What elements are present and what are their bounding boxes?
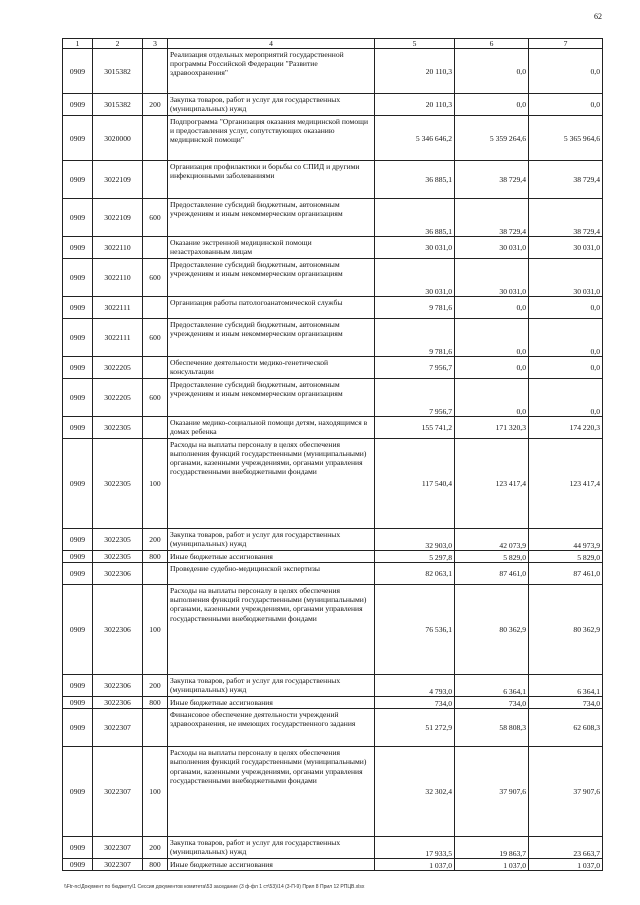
amount-2017-cell: 5 829,0 bbox=[529, 551, 603, 563]
target-code-cell: 3022307 bbox=[93, 709, 143, 747]
table-body bbox=[63, 49, 603, 871]
target-code-cell: 3022205 bbox=[93, 357, 143, 379]
amount-2017-cell: 87 461,0 bbox=[529, 563, 603, 585]
amount-2016-cell: 80 362,9 bbox=[455, 585, 529, 675]
section-code-cell: 0909 bbox=[63, 859, 93, 871]
amount-2017-cell: 174 220,3 bbox=[529, 417, 603, 439]
expense-type-cell: 600 bbox=[143, 259, 168, 297]
table-row bbox=[63, 551, 603, 563]
table-row bbox=[63, 747, 603, 837]
description-cell: Закупка товаров, работ и услуг для государственных (муниципальных) нужд bbox=[168, 837, 375, 859]
amount-2015-cell: 734,0 bbox=[375, 697, 455, 709]
page-number: 62 bbox=[594, 12, 602, 21]
table-row bbox=[63, 585, 603, 675]
section-code-cell: 0909 bbox=[63, 675, 93, 697]
target-code-cell: 3022205 bbox=[93, 379, 143, 417]
amount-2015-cell: 51 272,9 bbox=[375, 709, 455, 747]
description-cell: Иные бюджетные ассигнования bbox=[168, 859, 375, 871]
amount-2017-cell: 0,0 bbox=[529, 379, 603, 417]
amount-2016-cell: 0,0 bbox=[455, 357, 529, 379]
table-row bbox=[63, 161, 603, 199]
target-code-cell: 3022306 bbox=[93, 675, 143, 697]
section-code-cell: 0909 bbox=[63, 199, 93, 237]
target-code-cell: 3015382 bbox=[93, 94, 143, 116]
target-code-cell: 3022307 bbox=[93, 747, 143, 837]
description-cell: Предоставление субсидий бюджетным, автономным учреждениям и иным некоммерческим организациям bbox=[168, 259, 375, 297]
target-code-cell: 3022111 bbox=[93, 319, 143, 357]
amount-2016-cell: 38 729,4 bbox=[455, 199, 529, 237]
description-cell: Проведение судебно-медицинской экспертизы bbox=[168, 563, 375, 585]
amount-2017-cell: 30 031,0 bbox=[529, 237, 603, 259]
amount-2015-cell: 4 793,0 bbox=[375, 675, 455, 697]
expense-type-cell: 800 bbox=[143, 551, 168, 563]
amount-2016-cell: 5 359 264,6 bbox=[455, 116, 529, 161]
expense-type-cell bbox=[143, 49, 168, 94]
description-cell: Оказание экстренной медицинской помощи незастрахованным лицам bbox=[168, 237, 375, 259]
table-row bbox=[63, 417, 603, 439]
section-code-cell: 0909 bbox=[63, 439, 93, 529]
table-row bbox=[63, 675, 603, 697]
description-cell: Расходы на выплаты персоналу в целях обеспечения выполнения функций государственными (муниципальными) органами, казенными учреждениями, органами управления государственными внебюджетными фондами bbox=[168, 585, 375, 675]
section-code-cell: 0909 bbox=[63, 417, 93, 439]
amount-2015-cell: 155 741,2 bbox=[375, 417, 455, 439]
amount-2017-cell: 23 663,7 bbox=[529, 837, 603, 859]
amount-2016-cell: 87 461,0 bbox=[455, 563, 529, 585]
table-row bbox=[63, 357, 603, 379]
target-code-cell: 3022305 bbox=[93, 529, 143, 551]
column-header: 2 bbox=[93, 39, 143, 49]
description-cell: Организация работы патологоанатомической службы bbox=[168, 297, 375, 319]
expense-type-cell: 100 bbox=[143, 747, 168, 837]
description-cell: Оказание медико-социальной помощи детям, находящимся в домах ребенка bbox=[168, 417, 375, 439]
section-code-cell: 0909 bbox=[63, 529, 93, 551]
amount-2015-cell: 32 903,0 bbox=[375, 529, 455, 551]
table-row bbox=[63, 379, 603, 417]
amount-2016-cell: 30 031,0 bbox=[455, 237, 529, 259]
table-row bbox=[63, 199, 603, 237]
amount-2016-cell: 0,0 bbox=[455, 94, 529, 116]
amount-2016-cell: 123 417,4 bbox=[455, 439, 529, 529]
table-row bbox=[63, 49, 603, 94]
amount-2016-cell: 6 364,1 bbox=[455, 675, 529, 697]
expense-type-cell: 200 bbox=[143, 94, 168, 116]
description-cell: Организация профилактики и борьбы со СПИД и другими инфекционными заболеваниями bbox=[168, 161, 375, 199]
amount-2017-cell: 6 364,1 bbox=[529, 675, 603, 697]
amount-2017-cell: 0,0 bbox=[529, 357, 603, 379]
amount-2016-cell: 0,0 bbox=[455, 297, 529, 319]
description-cell: Реализация отдельных мероприятий государственной программы Российской Федерации "Развитие здравоохранения" bbox=[168, 49, 375, 94]
table-row bbox=[63, 259, 603, 297]
column-header: 7 bbox=[529, 39, 603, 49]
expense-type-cell: 800 bbox=[143, 697, 168, 709]
description-cell: Предоставление субсидий бюджетным, автономным учреждениям и иным некоммерческим организациям bbox=[168, 199, 375, 237]
expense-type-cell: 600 bbox=[143, 199, 168, 237]
amount-2016-cell: 0,0 bbox=[455, 319, 529, 357]
amount-2015-cell: 117 540,4 bbox=[375, 439, 455, 529]
target-code-cell: 3022110 bbox=[93, 237, 143, 259]
amount-2015-cell: 5 346 646,2 bbox=[375, 116, 455, 161]
amount-2017-cell: 30 031,0 bbox=[529, 259, 603, 297]
table-row bbox=[63, 439, 603, 529]
target-code-cell: 3022306 bbox=[93, 585, 143, 675]
target-code-cell: 3022110 bbox=[93, 259, 143, 297]
expense-type-cell bbox=[143, 709, 168, 747]
amount-2015-cell: 9 781,6 bbox=[375, 319, 455, 357]
amount-2017-cell: 0,0 bbox=[529, 94, 603, 116]
section-code-cell: 0909 bbox=[63, 837, 93, 859]
expense-type-cell: 200 bbox=[143, 675, 168, 697]
amount-2016-cell: 171 320,3 bbox=[455, 417, 529, 439]
amount-2016-cell: 19 863,7 bbox=[455, 837, 529, 859]
description-cell: Расходы на выплаты персоналу в целях обеспечения выполнения функций государственными (муниципальными) органами, казенными учреждениями, органами управления государственными внебюджетными фондами bbox=[168, 747, 375, 837]
description-cell: Подпрограмма "Организация оказания медицинской помощи и предоставления услуг, сопутствующих оказанию медицинской помощи" bbox=[168, 116, 375, 161]
amount-2017-cell: 0,0 bbox=[529, 319, 603, 357]
amount-2017-cell: 1 037,0 bbox=[529, 859, 603, 871]
description-cell: Предоставление субсидий бюджетным, автономным учреждениям и иным некоммерческим организациям bbox=[168, 379, 375, 417]
description-cell: Иные бюджетные ассигнования bbox=[168, 697, 375, 709]
table-row bbox=[63, 859, 603, 871]
column-header: 3 bbox=[143, 39, 168, 49]
amount-2015-cell: 5 297,8 bbox=[375, 551, 455, 563]
budget-table bbox=[62, 38, 603, 871]
table-row bbox=[63, 529, 603, 551]
expense-type-cell bbox=[143, 237, 168, 259]
target-code-cell: 3015382 bbox=[93, 49, 143, 94]
amount-2015-cell: 7 956,7 bbox=[375, 357, 455, 379]
column-header: 4 bbox=[168, 39, 375, 49]
amount-2015-cell: 36 885,1 bbox=[375, 161, 455, 199]
amount-2015-cell: 20 110,3 bbox=[375, 49, 455, 94]
amount-2015-cell: 20 110,3 bbox=[375, 94, 455, 116]
section-code-cell: 0909 bbox=[63, 357, 93, 379]
amount-2017-cell: 62 608,3 bbox=[529, 709, 603, 747]
amount-2017-cell: 38 729,4 bbox=[529, 161, 603, 199]
amount-2015-cell: 7 956,7 bbox=[375, 379, 455, 417]
description-cell: Обеспечение деятельности медико-генетической консультации bbox=[168, 357, 375, 379]
amount-2017-cell: 37 907,6 bbox=[529, 747, 603, 837]
table-row bbox=[63, 94, 603, 116]
amount-2016-cell: 734,0 bbox=[455, 697, 529, 709]
section-code-cell: 0909 bbox=[63, 237, 93, 259]
target-code-cell: 3022305 bbox=[93, 551, 143, 563]
amount-2015-cell: 32 302,4 bbox=[375, 747, 455, 837]
amount-2017-cell: 5 365 964,6 bbox=[529, 116, 603, 161]
section-code-cell: 0909 bbox=[63, 379, 93, 417]
description-cell: Закупка товаров, работ и услуг для государственных (муниципальных) нужд bbox=[168, 529, 375, 551]
amount-2016-cell: 1 037,0 bbox=[455, 859, 529, 871]
table-row bbox=[63, 297, 603, 319]
table-row bbox=[63, 697, 603, 709]
target-code-cell: 3022306 bbox=[93, 563, 143, 585]
section-code-cell: 0909 bbox=[63, 747, 93, 837]
expense-type-cell: 800 bbox=[143, 859, 168, 871]
target-code-cell: 3022109 bbox=[93, 199, 143, 237]
section-code-cell: 0909 bbox=[63, 551, 93, 563]
table-row bbox=[63, 319, 603, 357]
section-code-cell: 0909 bbox=[63, 116, 93, 161]
expense-type-cell bbox=[143, 297, 168, 319]
amount-2016-cell: 37 907,6 bbox=[455, 747, 529, 837]
amount-2015-cell: 76 536,1 bbox=[375, 585, 455, 675]
section-code-cell: 0909 bbox=[63, 709, 93, 747]
amount-2016-cell: 58 808,3 bbox=[455, 709, 529, 747]
amount-2016-cell: 5 829,0 bbox=[455, 551, 529, 563]
amount-2015-cell: 30 031,0 bbox=[375, 237, 455, 259]
amount-2017-cell: 80 362,9 bbox=[529, 585, 603, 675]
amount-2016-cell: 0,0 bbox=[455, 49, 529, 94]
section-code-cell: 0909 bbox=[63, 161, 93, 199]
amount-2017-cell: 734,0 bbox=[529, 697, 603, 709]
amount-2017-cell: 0,0 bbox=[529, 49, 603, 94]
expense-type-cell bbox=[143, 417, 168, 439]
expense-type-cell bbox=[143, 116, 168, 161]
expense-type-cell: 100 bbox=[143, 439, 168, 529]
expense-type-cell: 100 bbox=[143, 585, 168, 675]
expense-type-cell: 200 bbox=[143, 837, 168, 859]
amount-2015-cell: 9 781,6 bbox=[375, 297, 455, 319]
table-row bbox=[63, 709, 603, 747]
table-row bbox=[63, 837, 603, 859]
expense-type-cell: 600 bbox=[143, 319, 168, 357]
expense-type-cell: 200 bbox=[143, 529, 168, 551]
target-code-cell: 3020000 bbox=[93, 116, 143, 161]
table-row bbox=[63, 237, 603, 259]
amount-2015-cell: 36 885,1 bbox=[375, 199, 455, 237]
description-cell: Предоставление субсидий бюджетным, автономным учреждениям и иным некоммерческим организациям bbox=[168, 319, 375, 357]
section-code-cell: 0909 bbox=[63, 259, 93, 297]
amount-2016-cell: 42 073,9 bbox=[455, 529, 529, 551]
amount-2016-cell: 0,0 bbox=[455, 379, 529, 417]
table-row bbox=[63, 563, 603, 585]
description-cell: Закупка товаров, работ и услуг для государственных (муниципальных) нужд bbox=[168, 94, 375, 116]
description-cell: Расходы на выплаты персоналу в целях обеспечения выполнения функций государственными (муниципальными) органами, казенными учреждениями, органами управления государственными внебюджетными фондами bbox=[168, 439, 375, 529]
amount-2015-cell: 30 031,0 bbox=[375, 259, 455, 297]
target-code-cell: 3022305 bbox=[93, 439, 143, 529]
amount-2017-cell: 44 973,9 bbox=[529, 529, 603, 551]
target-code-cell: 3022307 bbox=[93, 837, 143, 859]
amount-2015-cell: 82 063,1 bbox=[375, 563, 455, 585]
file-path-footer: \\Ftr-nc\Документ по бюджету\1 Сессия документов комитета\53 заседание (3 ф-фл 1 ст\53)\14 (3-П-9) Прил 8 Прил 12 РПЦВ.xlsx bbox=[64, 884, 365, 890]
description-cell: Закупка товаров, работ и услуг для государственных (муниципальных) нужд bbox=[168, 675, 375, 697]
amount-2016-cell: 30 031,0 bbox=[455, 259, 529, 297]
amount-2017-cell: 0,0 bbox=[529, 297, 603, 319]
description-cell: Финансовое обеспечение деятельности учреждений здравоохранения, не имеющих государственного задания bbox=[168, 709, 375, 747]
section-code-cell: 0909 bbox=[63, 563, 93, 585]
amount-2015-cell: 17 933,5 bbox=[375, 837, 455, 859]
target-code-cell: 3022306 bbox=[93, 697, 143, 709]
amount-2017-cell: 38 729,4 bbox=[529, 199, 603, 237]
target-code-cell: 3022305 bbox=[93, 417, 143, 439]
target-code-cell: 3022111 bbox=[93, 297, 143, 319]
expense-type-cell bbox=[143, 357, 168, 379]
description-cell: Иные бюджетные ассигнования bbox=[168, 551, 375, 563]
expense-type-cell: 600 bbox=[143, 379, 168, 417]
section-code-cell: 0909 bbox=[63, 319, 93, 357]
target-code-cell: 3022307 bbox=[93, 859, 143, 871]
column-number-row bbox=[63, 39, 603, 49]
table-row bbox=[63, 116, 603, 161]
expense-type-cell bbox=[143, 161, 168, 199]
expense-type-cell bbox=[143, 563, 168, 585]
section-code-cell: 0909 bbox=[63, 697, 93, 709]
section-code-cell: 0909 bbox=[63, 297, 93, 319]
section-code-cell: 0909 bbox=[63, 585, 93, 675]
section-code-cell: 0909 bbox=[63, 49, 93, 94]
amount-2017-cell: 123 417,4 bbox=[529, 439, 603, 529]
column-header: 6 bbox=[455, 39, 529, 49]
column-header: 1 bbox=[63, 39, 93, 49]
column-header: 5 bbox=[375, 39, 455, 49]
amount-2016-cell: 38 729,4 bbox=[455, 161, 529, 199]
section-code-cell: 0909 bbox=[63, 94, 93, 116]
amount-2015-cell: 1 037,0 bbox=[375, 859, 455, 871]
target-code-cell: 3022109 bbox=[93, 161, 143, 199]
